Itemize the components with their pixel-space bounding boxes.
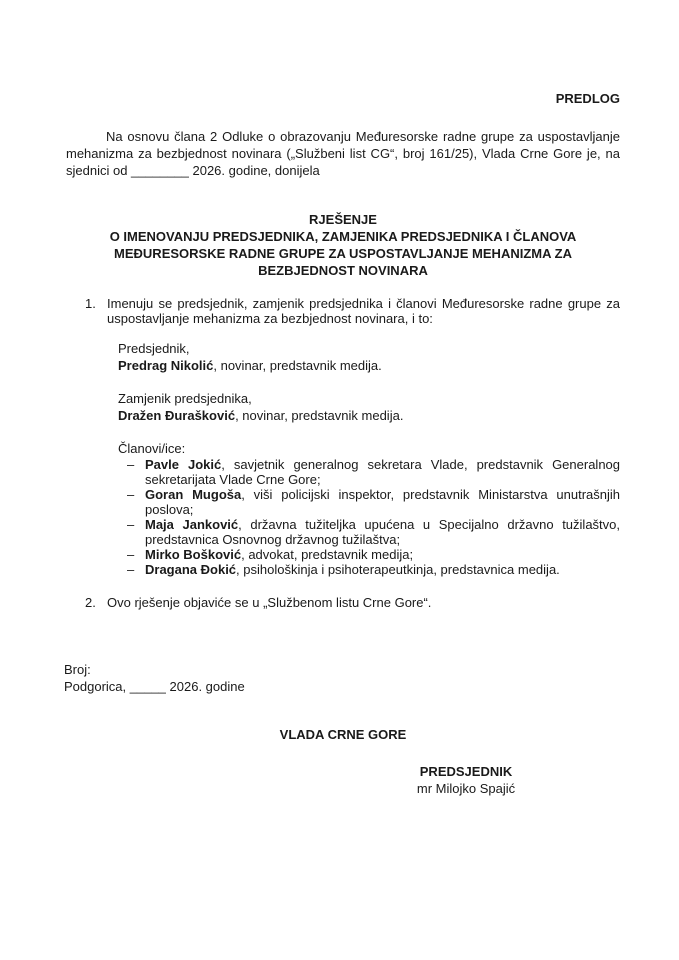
member-item — [127, 547, 620, 562]
signature-name: mr Milojko Spajić — [416, 781, 516, 796]
deputy-role-label: Zamjenik predsjednika, — [118, 391, 252, 406]
signature-block — [376, 763, 556, 797]
president-block — [118, 340, 620, 374]
document-title-block — [66, 211, 620, 279]
signature-title: PREDSJEDNIK — [419, 764, 513, 779]
member-line — [145, 517, 620, 547]
member-desc: , državna tužiteljka upućena u Specijalno državno tužilaštvo, predstavnica Osnovnog državnog tužilaštva; — [145, 517, 620, 547]
member-item — [127, 517, 620, 547]
member-item — [127, 487, 620, 517]
member-item — [127, 562, 620, 577]
member-desc: , viši policijski inspektor, predstavnik Ministarstva unutrašnjih poslova; — [145, 487, 620, 517]
document-subtitle: O IMENOVANJU PREDSJEDNIKA, ZAMJENIKA PREDSJEDNIKA I ČLANOVA MEĐURESORSKE RADNE GRUPE ZA USPOSTAVLJANJE MEHANIZMA ZA BEZBJEDNOST NOVINARA — [109, 229, 577, 278]
deputy-desc: , novinar, predstavnik medija. — [235, 408, 404, 423]
members-heading: Članovi/ice: — [118, 441, 186, 456]
deputy-line — [118, 407, 620, 424]
deputy-name: Dražen Đurašković — [118, 408, 236, 423]
dash-bullet: – — [127, 517, 135, 532]
place-date-line: Podgorica, _____ 2026. godine — [64, 679, 245, 694]
member-name: Goran Mugoša — [145, 487, 242, 502]
member-desc: , savjetnik generalnog sekretara Vlade, predstavnik Generalnog sekretarijata Vlade Crne Gore; — [145, 457, 621, 487]
president-line — [118, 357, 620, 374]
intro-paragraph: Na osnovu člana 2 Odluke o obrazovanju Međuresorske radne grupe za uspostavljanje mehanizma za bezbjednost novinara („Službeni list CG“, broj 161/25), Vlada Crne Gore je, na sjednici od ________ 2026. godine, donijela — [66, 129, 620, 178]
member-line — [145, 487, 620, 517]
item-2 — [85, 595, 620, 610]
member-name: Dragana Đokić — [145, 562, 237, 577]
member-desc: , psihološkinja i psihoterapeutkinja, predstavnica medija. — [236, 562, 560, 577]
item-2-number: 2. — [85, 595, 96, 610]
member-line — [145, 457, 620, 487]
dash-bullet: – — [127, 547, 135, 562]
document-number-label: Broj: — [64, 662, 91, 677]
deputy-block — [118, 390, 620, 424]
member-line — [145, 547, 620, 562]
member-name: Maja Janković — [145, 517, 239, 532]
president-name: Predrag Nikolić — [118, 358, 214, 373]
president-desc: , novinar, predstavnik medija. — [213, 358, 382, 373]
item-1-number: 1. — [85, 296, 96, 311]
president-role-label: Predsjednik, — [118, 341, 190, 356]
member-line — [145, 562, 620, 577]
dash-bullet: – — [127, 562, 135, 577]
item-2-text: Ovo rješenje objaviće se u „Službenom listu Crne Gore“. — [107, 595, 432, 610]
footer-block — [64, 661, 620, 695]
member-item — [127, 457, 620, 487]
dash-bullet: – — [127, 487, 135, 502]
member-name: Pavle Jokić — [145, 457, 222, 472]
member-name: Mirko Bošković — [145, 547, 242, 562]
predlog-label: PREDLOG — [555, 91, 620, 106]
item-1-text: Imenuju se predsjednik, zamjenik predsjednika i članovi Međuresorske radne grupe za uspostavljanje mehanizma za bezbjednost novinara, i to: — [107, 296, 620, 326]
dash-bullet: – — [127, 457, 135, 472]
item-1 — [85, 296, 620, 326]
document-title: RJEŠENJE — [309, 212, 377, 227]
member-desc: , advokat, predstavnik medija; — [241, 547, 414, 562]
government-name: VLADA CRNE GORE — [279, 727, 407, 742]
